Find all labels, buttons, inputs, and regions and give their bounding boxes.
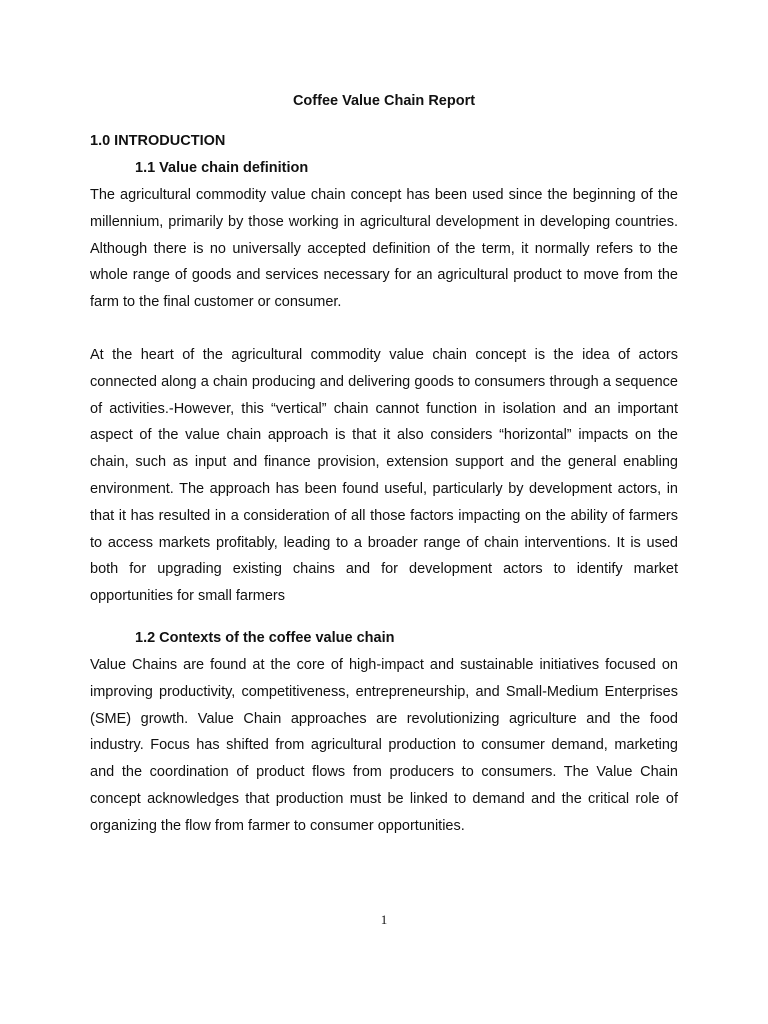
subsection-heading-value-chain-definition: 1.1 Value chain definition	[135, 160, 309, 176]
subsection-heading-coffee-contexts: 1.2 Contexts of the coffee value chain	[135, 629, 395, 646]
section-heading-introduction: 1.0 INTRODUCTION	[90, 133, 226, 149]
document-title: Coffee Value Chain Report	[292, 93, 476, 109]
paragraph-value-chain-definition: The agricultural commodity value chain concept has been used since the beginning of the millennium, primarily by those working in agricultural development in developing countries. Although there is no universally accepted definition of the term, it normally refers to the whole range of goods and services necessary for an agricultural product to move from the farm to the final customer or consumer.	[90, 187, 678, 311]
paragraph-value-chain-concept: At the heart of the agricultural commodity value chain concept is the idea of actors connected along a chain producing and delivering goods to consumers through a sequence of activities.-However, this “vertical” chain cannot function in isolation and an important aspect of the value chain approach is that it also considers “horizontal” impacts on the chain, such as input and finance provision, extension support and the general enabling environment. The approach has been found useful, particularly by development actors, in that it has resulted in a consideration of all those factors impacting on the ability of farmers to access markets profitably, leading to a broader range of chain interventions. It is used both for upgrading existing chains and for development actors to identify market opportunities for small farmers	[90, 346, 678, 605]
document-body	[90, 88, 678, 840]
paragraph-coffee-contexts: Value Chains are found at the core of high-impact and sustainable initiatives focused on improving productivity, competitiveness, entrepreneurship, and Small-Medium Enterprises (SME) growth. Value Chain approaches are revolutionizing agriculture and the food industry. Focus has shifted from agricultural production to consumer demand, marketing and the coordination of product flows from producers to consumers. The Value Chain concept acknowledges that production must be linked to demand and the critical role of organizing the flow from farmer to consumer opportunities.	[90, 656, 678, 834]
page-number: 1	[380, 912, 388, 927]
